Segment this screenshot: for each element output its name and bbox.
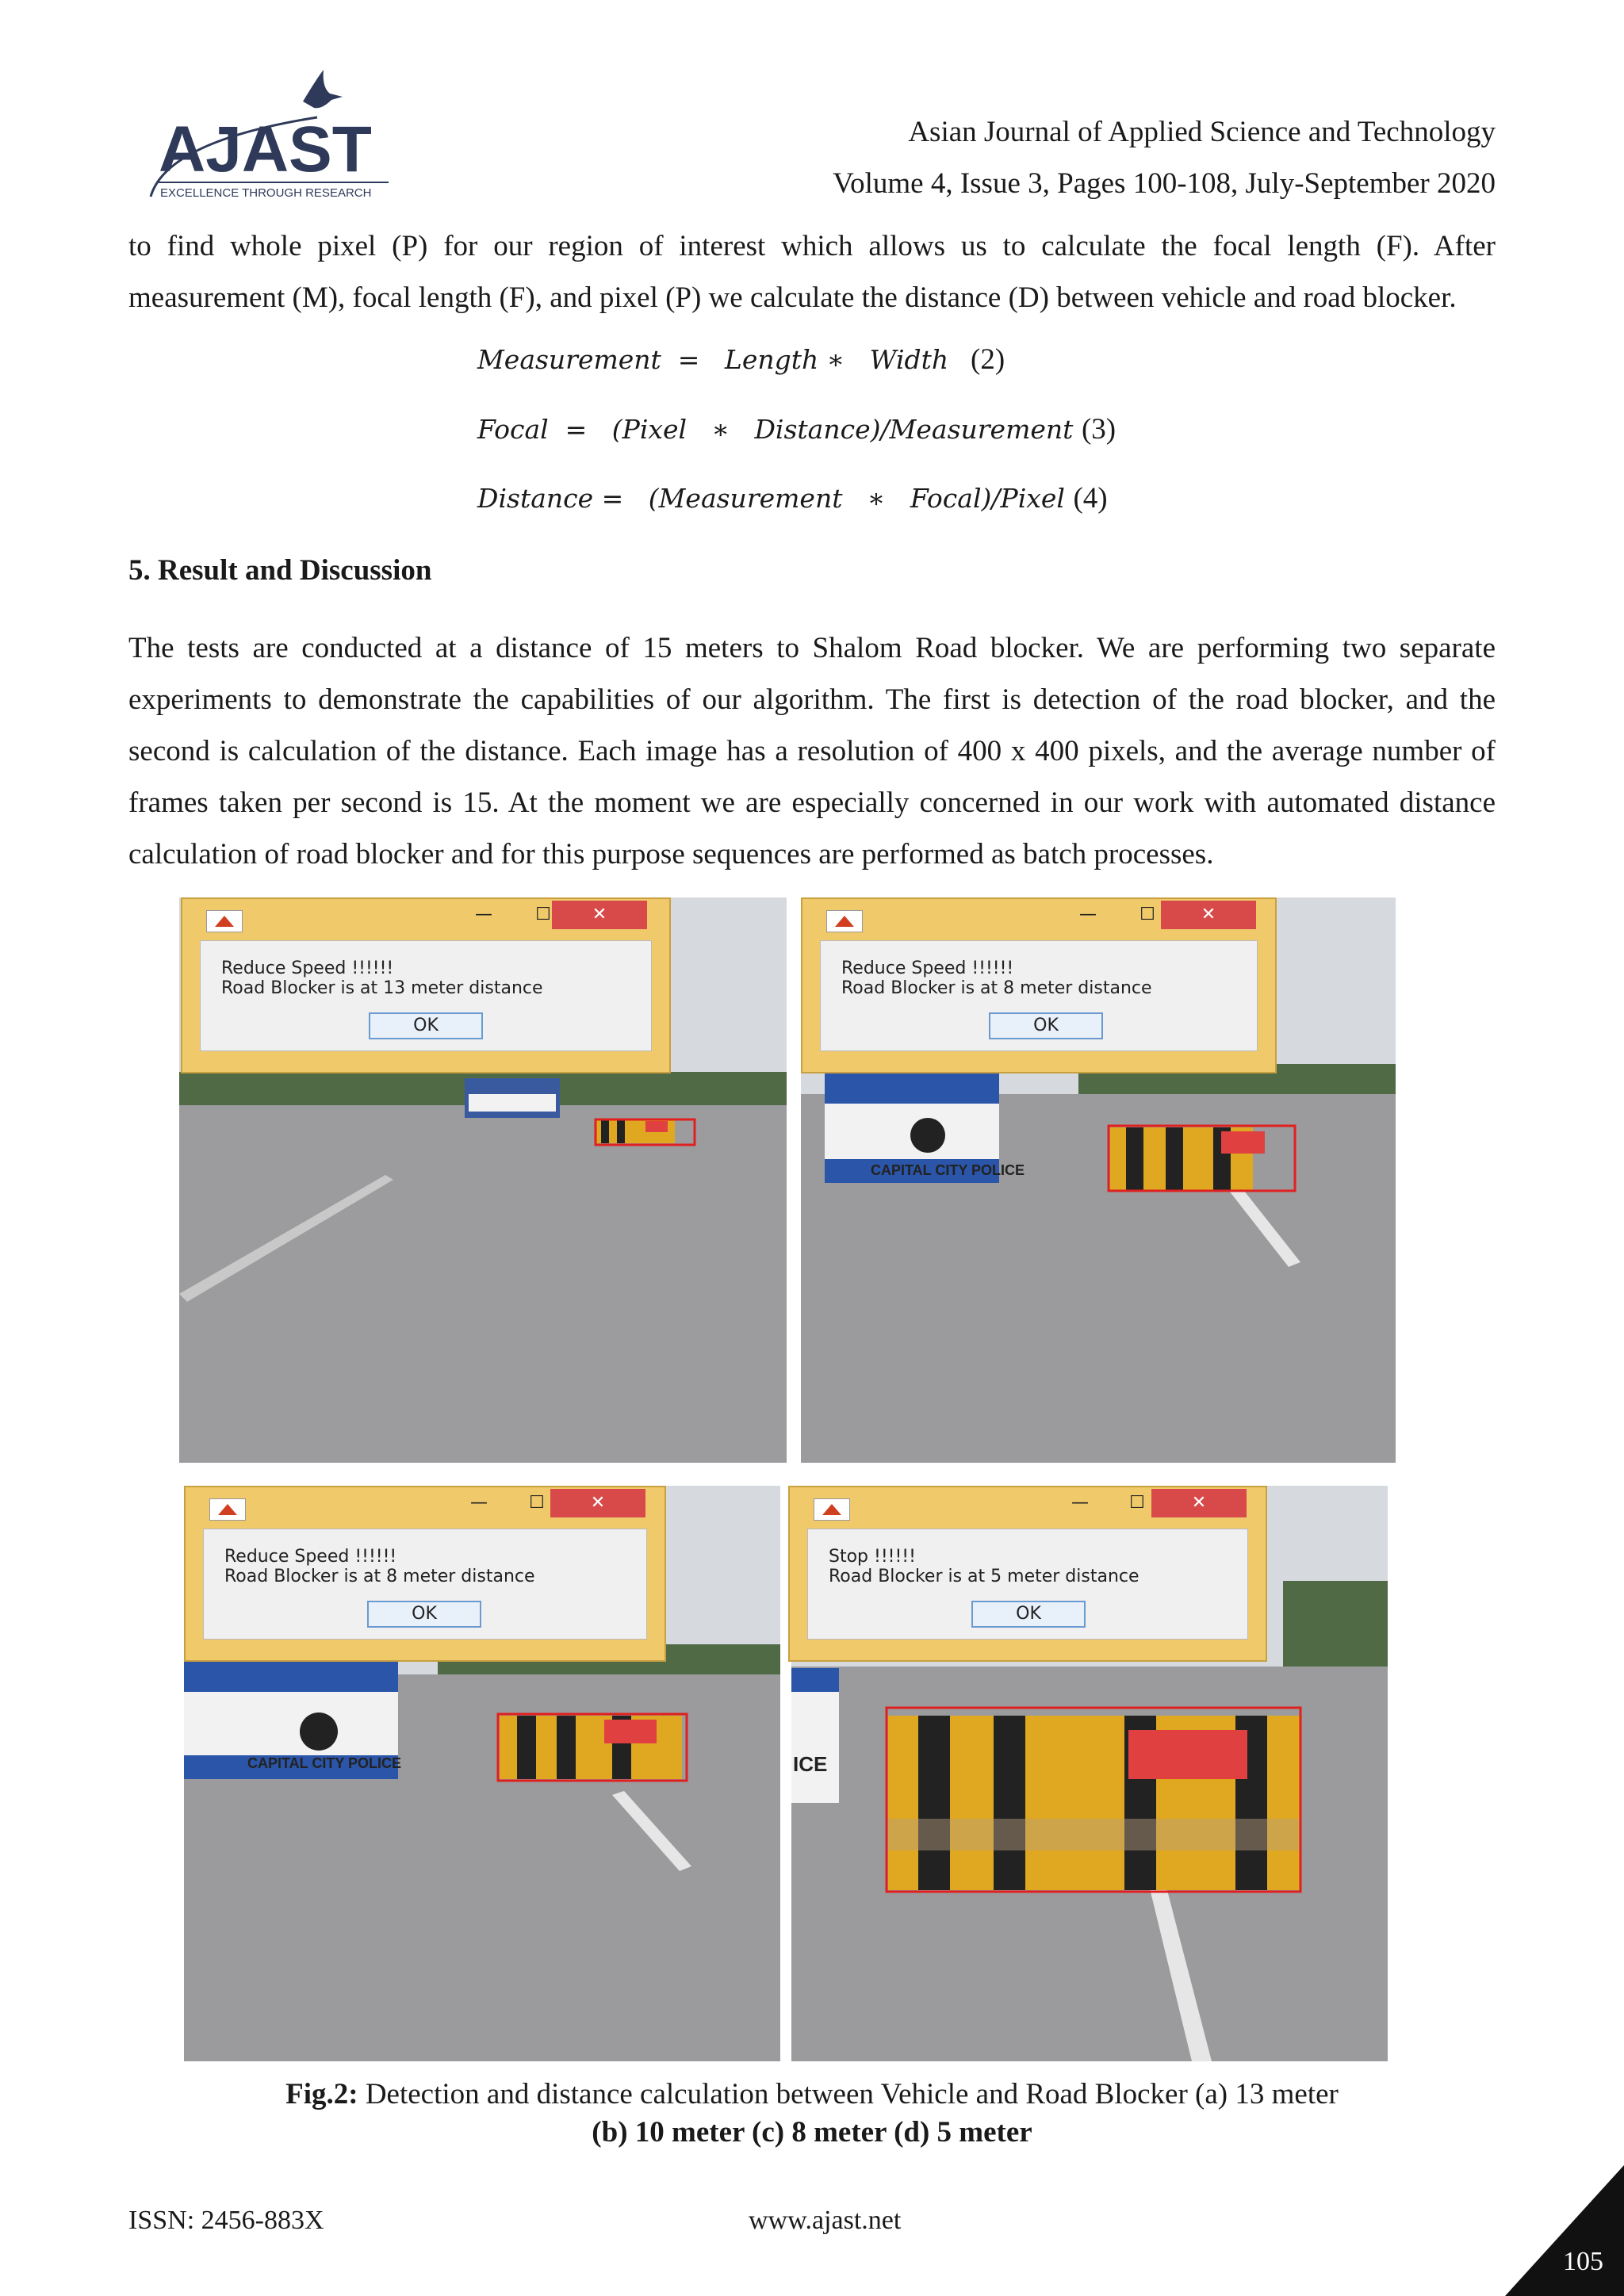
close-button[interactable]: ✕ (550, 1489, 645, 1517)
close-button[interactable]: ✕ (552, 901, 647, 929)
maximize-button[interactable]: ☐ (1139, 905, 1155, 924)
alert-line-2: Road Blocker is at 5 meter distance (829, 1567, 1139, 1586)
matlab-icon (209, 1498, 246, 1521)
dialog-message (221, 959, 543, 998)
page-number: 105 (1563, 2247, 1603, 2276)
equation-expr: Focal = (Pixel ∗ Distance)/Measurement (477, 414, 1074, 445)
alert-line-1: Reduce Speed !!!!!! (841, 959, 1014, 978)
alert-dialog (801, 897, 1277, 1073)
maximize-button[interactable]: ☐ (1129, 1493, 1145, 1513)
equation-expr: Measurement = Length ∗ Width (477, 344, 949, 375)
matlab-icon (826, 910, 863, 932)
dialog-message (224, 1547, 535, 1586)
booth-label: CAPITAL CITY POLICE (247, 1755, 402, 1771)
journal-title: Asian Journal of Applied Science and Technology (908, 116, 1496, 148)
footer-issn: ISSN: 2456-883X (128, 2206, 324, 2235)
equation-number: (4) (1073, 482, 1108, 515)
minimize-button[interactable]: — (475, 905, 492, 924)
figure-caption-label: Fig.2: (285, 2078, 358, 2110)
paragraph-2: The tests are conducted at a distance of 15 meters to Shalom Road blocker. We are performing two separate experiments to demonstrate the capabilities of our algorithm. The first is detection of the road blocker, and the second is calculation of the distance. Each image has a resolution of 400 x 400 pixels, and the average number of frames taken per second is 15. At the moment we are especially concerned in our work with automated distance calculation of road blocker and for this purpose sequences are performed as batch processes. (128, 632, 1496, 871)
equation-4 (477, 481, 1108, 515)
dialog-body (203, 1529, 647, 1640)
close-button[interactable]: ✕ (1151, 1489, 1247, 1517)
logo-text: AJAST (159, 113, 372, 186)
alert-line-1: Reduce Speed !!!!!! (221, 959, 394, 978)
alert-line-1: Stop !!!!!! (829, 1547, 916, 1567)
dialog-message (841, 959, 1152, 998)
dialog-body (820, 940, 1258, 1051)
figure-caption-line-2: (b) 10 meter (c) 8 meter (d) 5 meter (592, 2116, 1032, 2149)
alert-line-2: Road Blocker is at 8 meter distance (224, 1567, 535, 1586)
figure-caption-text: Detection and distance calculation between Vehicle and Road Blocker (a) 13 meter (358, 2078, 1339, 2110)
ok-button[interactable]: OK (367, 1601, 481, 1628)
close-button[interactable]: ✕ (1161, 901, 1256, 929)
figure-caption (0, 2077, 1624, 2111)
minimize-button[interactable]: — (1071, 1493, 1089, 1513)
equation-3 (477, 412, 1116, 446)
alert-line-2: Road Blocker is at 8 meter distance (841, 978, 1152, 998)
equation-2 (477, 342, 1005, 377)
dialog-body (807, 1529, 1248, 1640)
ok-button[interactable]: OK (989, 1012, 1103, 1039)
booth-label: ICE (793, 1752, 828, 1776)
ajast-logo (135, 70, 389, 209)
alert-dialog (184, 1486, 666, 1662)
alert-line-1: Reduce Speed !!!!!! (224, 1547, 397, 1567)
alert-line-2: Road Blocker is at 13 meter distance (221, 978, 543, 998)
equation-number: (2) (971, 343, 1005, 376)
matlab-icon (206, 910, 243, 932)
minimize-button[interactable]: — (1079, 905, 1097, 924)
footer-website[interactable]: www.ajast.net (749, 2206, 902, 2235)
ok-button[interactable]: OK (369, 1012, 483, 1039)
section-heading: 5. Result and Discussion (128, 554, 432, 587)
journal-volume: Volume 4, Issue 3, Pages 100-108, July-September 2020 (833, 167, 1496, 200)
alert-dialog (181, 897, 671, 1073)
alert-dialog (788, 1486, 1267, 1662)
ok-button[interactable]: OK (971, 1601, 1086, 1628)
paragraph-1: to find whole pixel (P) for our region of interest which allows us to calculate the focal length (F). After measurement (M), focal length (F), and pixel (P) we calculate the distance (D) between vehicle and road blocker. (128, 230, 1496, 314)
maximize-button[interactable]: ☐ (529, 1493, 545, 1513)
equation-expr: Distance = (Measurement ∗ Focal)/Pixel (477, 483, 1065, 514)
maximize-button[interactable]: ☐ (535, 905, 551, 924)
matlab-icon (814, 1498, 850, 1521)
dialog-body (200, 940, 652, 1051)
dialog-message (829, 1547, 1139, 1586)
booth-label: CAPITAL CITY POLICE (871, 1162, 1025, 1178)
logo-tagline: EXCELLENCE THROUGH RESEARCH (160, 186, 372, 200)
minimize-button[interactable]: — (470, 1493, 488, 1513)
equation-number: (3) (1081, 413, 1116, 446)
